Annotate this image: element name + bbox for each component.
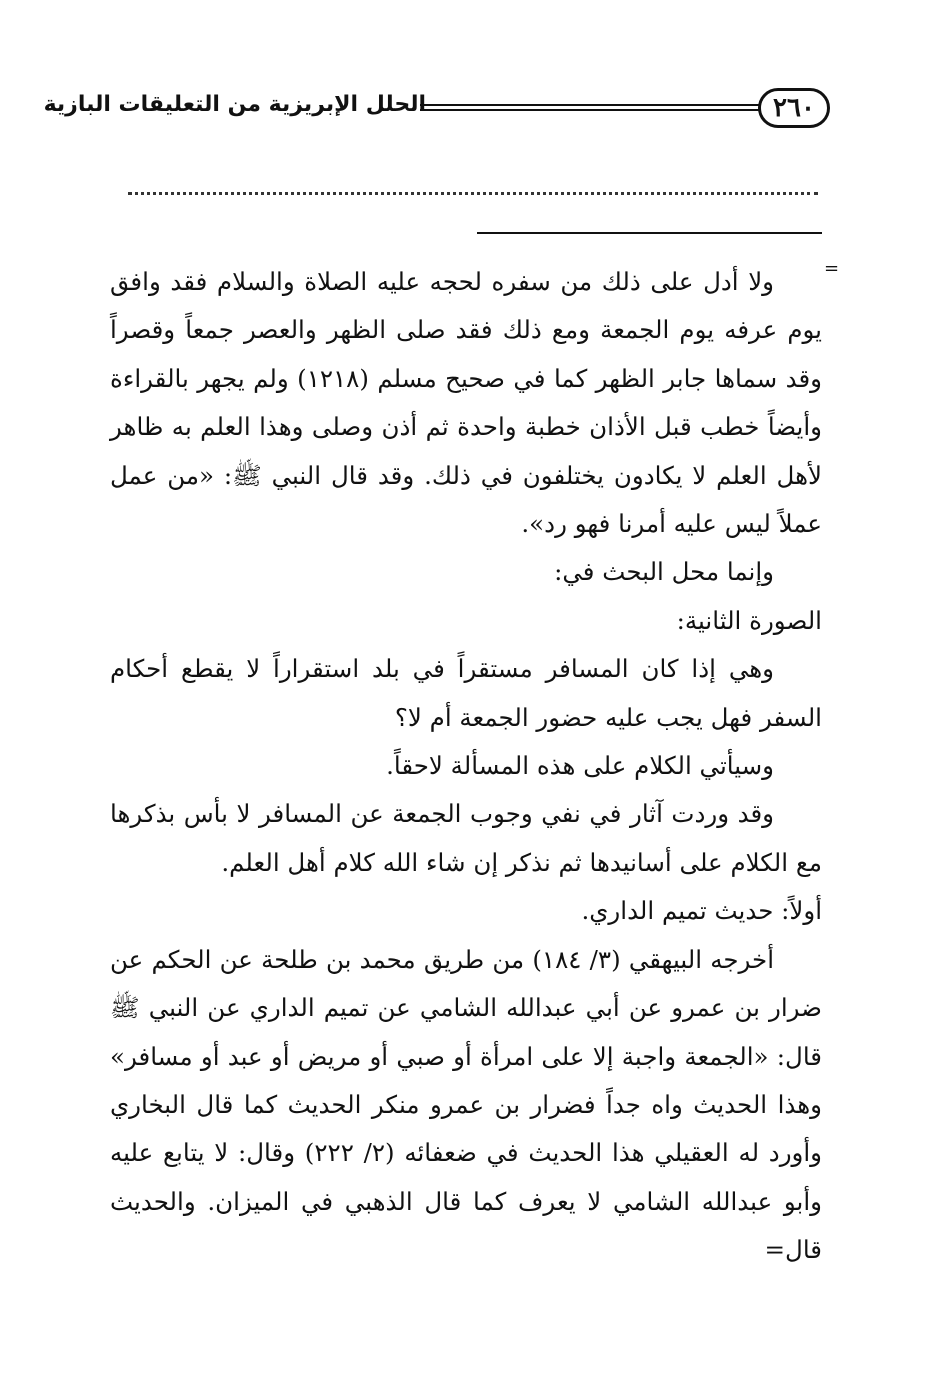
- footnote-rule: [477, 232, 822, 234]
- page-header: [43, 88, 830, 136]
- paragraph: ولا أدل على ذلك من سفره لحجه عليه الصلاة والسلام فقد وافق يوم عرفه يوم الجمعة ومع ذلك فقد صلى الظهر والعصر جمعاً وقصراً وقد سماها جابر الظهر كما في صحيح مسلم (١٢١٨) ولم يجهر بالقراءة وأيضاً خطب قبل الأذان خطبة واحدة ثم أذن وصلى وهذا العلم به ظاهر لأهل العلم لا يكادون يختلفون في ذلك. وقد قال النبي ﷺ: «من عمل عملاً ليس عليه أمرنا فهو رد».: [110, 267, 822, 539]
- continuation-mark: =: [824, 258, 840, 279]
- footnote-body: [110, 258, 822, 1275]
- running-title: الحلل الإبريزية من التعليقات البازية: [43, 92, 426, 117]
- header-rule: [420, 104, 760, 111]
- page-number: ٢٦٠: [758, 88, 830, 128]
- paragraph: وسيأتي الكلام على هذه المسألة لاحقاً.: [386, 751, 774, 781]
- paragraph: أولاً: حديث تميم الداري.: [581, 896, 822, 926]
- paragraph: وإنما محل البحث في:: [554, 557, 774, 587]
- paragraph: الصورة الثانية:: [676, 605, 822, 635]
- paragraph: وهي إذا كان المسافر مستقراً في بلد استقراراً لا يقطع أحكام السفر فهل يجب عليه حضور الجمعة أم لا؟: [110, 654, 822, 732]
- paragraph: أخرجه البيهقي (٣/ ١٨٤) من طريق محمد بن طلحة عن الحكم عن ضرار بن عمرو عن أبي عبدالله الشامي عن تميم الداري عن النبي ﷺ قال: «الجمعة واجبة إلا على امرأة أو صبي أو مريض أو عبد أو مسافر» وهذا الحديث واه جداً فضرار بن عمرو منكر الحديث كما قال البخاري وأورد له العقيلي هذا الحديث في ضعفائه (٢/ ٢٢٢) وقال: لا يتابع عليه وأبو عبدالله الشامي لا يعرف كما قال الذهبي في الميزان. والحديث قال=: [110, 944, 822, 1265]
- paragraph: وقد وردت آثار في نفي وجوب الجمعة عن المسافر لا بأس بذكرها مع الكلام على أسانيدها ثم نذكر إن شاء الله كلام أهل العلم.: [110, 799, 822, 877]
- dotted-separator: [128, 192, 818, 195]
